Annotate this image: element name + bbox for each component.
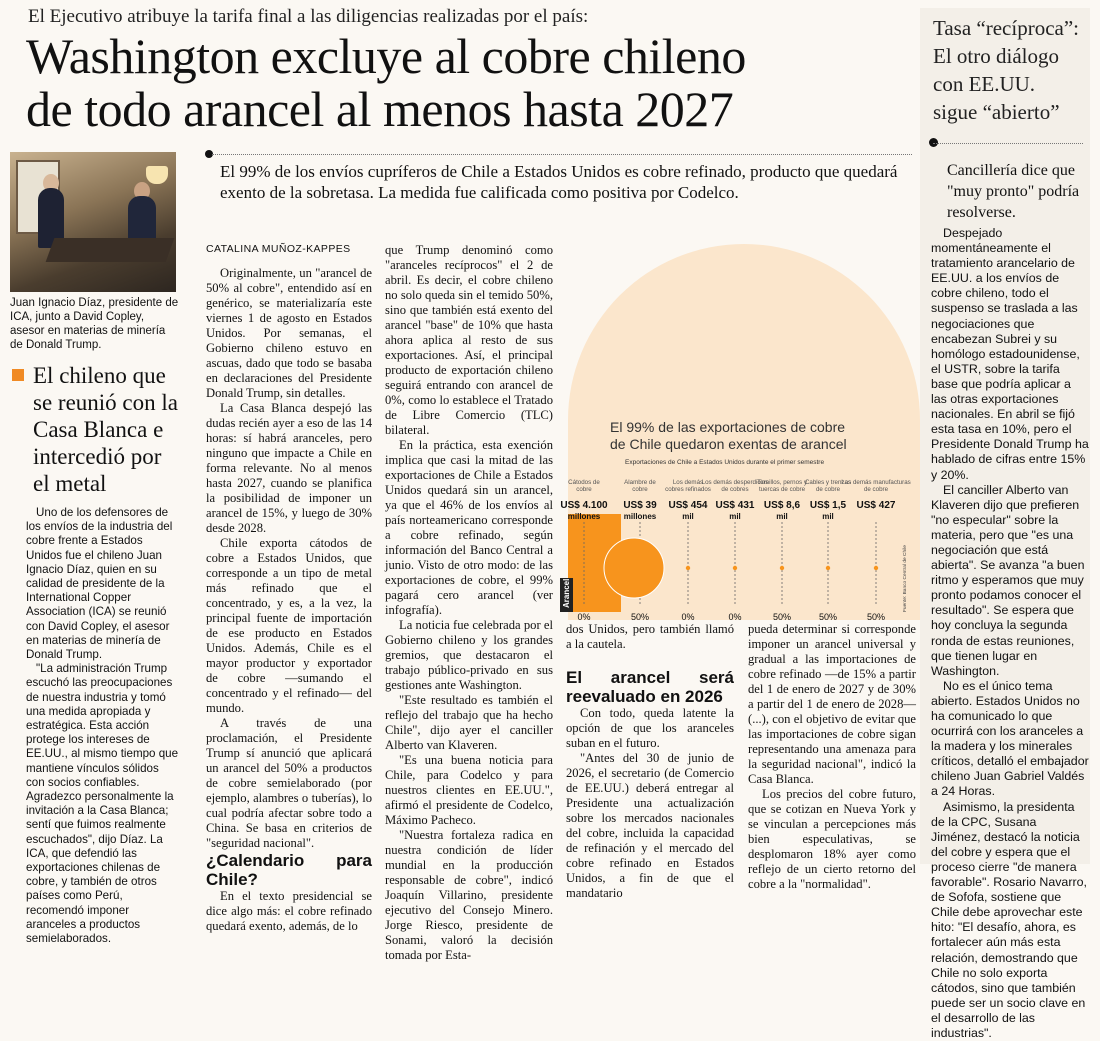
chart-data-unit: mil bbox=[776, 512, 788, 521]
chart-tick-label: 0% bbox=[728, 612, 742, 620]
box-title: El chileno que se reunió con la Casa Blanca e intercedió por el metal bbox=[33, 363, 178, 496]
chart-tick-label: 50% bbox=[818, 612, 838, 620]
photo-diaz-copley bbox=[10, 152, 176, 292]
box-paragraph: "La administración Trump escuchó las preocupaciones de nuestra industria y tomó una medida apropiada y estratégica. Esta acción protege los intereses de EE.UU., al mismo tiempo que mantiene vínculos sólidos con socios confiables. Agradezco personalmente la invitación a la Casa Blanca; sentí que fuimos realmente escuchados", dijo Díaz. La ICA, que defendió las exportaciones chilenas de cobre, y también de otros países como Perú, recomendó imponer aranceles a productos semielaborados. bbox=[26, 662, 179, 946]
paragraph: "Es una buena noticia para Chile, para Codelco y para nuestros clientes en EE.UU.", afirmó el presidente de Codelco, Máximo Pacheco. bbox=[385, 753, 553, 827]
paragraph: Con todo, queda latente la opción de que los aranceles suban en el futuro. bbox=[566, 706, 734, 750]
divider bbox=[212, 154, 912, 155]
paragraph: Despejado momentáneamente el tratamiento arancelario de EE.UU. a los envíos de cobre chileno, todo el suspenso se traslada a las negociaciones que encabezan Subrei y su homólogo estadounidense, el USTR, sobre la tarifa base que podría aplicar a las otras exportaciones nacionales. En abril se fijó esta tasa en 10%, pero el Presidente Donald Trump ha hablado de cifras entre 15% y 20%. bbox=[931, 226, 1089, 482]
box-paragraph: Uno de los defensores de los envíos de la industria del cobre frente a Estados Unidos fue el chileno Juan Ignacio Díaz, quien en su calidad de presidente de la International Copper Association (ICA) se reunió con David Copley, el asesor en materias de minería de Donald Trump. bbox=[26, 506, 173, 662]
headline-line-2: de todo arancel al menos hasta 2027 bbox=[26, 81, 734, 137]
chart-tick-label: 0% bbox=[681, 612, 695, 620]
chart-category-label: Las demás manufacturas de cobre bbox=[841, 479, 911, 493]
chart-tick-label: 0% bbox=[577, 612, 591, 620]
paragraph: Los precios del cobre futuro, que se cotizan en Nueva York y se vinculan a percepciones más bien especulativas, se desplomaron 18% ayer como reflejo de un cierto retorno del cobre a la "normalidad". bbox=[748, 787, 916, 891]
subhead: ¿Calendario para Chile? bbox=[206, 851, 372, 889]
paragraph: "Nuestra fortaleza radica en nuestra condición de líder mundial en la producción responsable de cobre", indicó Joaquín Villarino, presidente ejecutivo del Consejo Minero. Jorge Riesco, presidente de Sonami, valoró la decisión tomada por Esta- bbox=[385, 828, 553, 962]
chart-data-label: US$ 431 bbox=[715, 500, 755, 511]
chart-data-unit: mil bbox=[682, 512, 694, 521]
headline bbox=[26, 30, 906, 136]
article-column-3 bbox=[566, 622, 734, 901]
byline: CATALINA MUÑOZ-KAPPES bbox=[206, 243, 351, 255]
deck: El 99% de los envíos cupríferos de Chile a Estados Unidos es cobre refinado, producto que quedará exento de la sobretasa. La medida fue calificada como positiva por Codelco. bbox=[220, 162, 898, 202]
chart-category-label: Tornillos, pernos y tuercas de cobre bbox=[757, 479, 807, 493]
paragraph: "Antes del 30 de junio de 2026, el secretario (de Comercio de EE.UU.) deberá entregar al Presidente una actualización sobre los mercados nacionales del cobre, incluida la capacidad de refinación y el mercado del cobre refinado en Estados Unidos, a fin de que el mandatario bbox=[566, 751, 734, 900]
chart-data-label: US$ 39 bbox=[623, 500, 657, 511]
orange-square-icon bbox=[12, 369, 24, 381]
chart-source: Fuente: Banco Central de Chile bbox=[903, 545, 908, 612]
divider bbox=[933, 143, 1083, 144]
chart-data-unit: millones bbox=[623, 512, 657, 521]
sidebar-body bbox=[931, 226, 1089, 1041]
headline-line-1: Washington excluye al cobre chileno bbox=[26, 28, 746, 84]
paragraph: Asimismo, la presidenta de la CPC, Susana Jiménez, destacó la noticia del cobre y espera que el proceso cierre "de manera favorable". Rosario Navarro, de Sofofa, sostiene que Chile debe aprovechar este hito: "El desafío, ahora, es fortalecer aún más esta relación, demostrando que Chile no solo exporta cátodos, sino que también puede ser un socio clave en el desarrollo de las industrias". bbox=[931, 799, 1087, 1040]
kicker: El Ejecutivo atribuye la tarifa final a las diligencias realizadas por el país: bbox=[28, 6, 589, 27]
paragraph: En la práctica, esta exención implica que casi la mitad de las exportaciones de Chile a Estados Unidos quedará sin un arancel, ya que el 46% de los envíos al país norteamericano corresponde a cobre refinado, según información del Banco Central a junio. Visto de otro modo: de las exportaciones de cobre, el 99% pagará cero arancel (ver infografía). bbox=[385, 438, 553, 617]
chart-svg bbox=[560, 240, 920, 620]
chart-bubble bbox=[604, 538, 664, 598]
chart-subtitle: Exportaciones de Chile a Estados Unidos durante el primer semestre bbox=[625, 459, 825, 466]
chart-data-unit: mil bbox=[729, 512, 741, 521]
chart-category-label: Alambre de cobre bbox=[624, 479, 656, 493]
article-column-4 bbox=[748, 622, 916, 892]
sidebar-title-line: Tasa “recíproca”: bbox=[933, 16, 1080, 40]
photo-caption: Juan Ignacio Díaz, presidente de ICA, junto a David Copley, asesor en materias de minería de Donald Trump. bbox=[10, 297, 179, 351]
box-body bbox=[26, 506, 180, 946]
chart-tick-label: 50% bbox=[772, 612, 792, 620]
chart-data-unit: millones bbox=[567, 512, 601, 521]
chart-data-label: US$ 1,5 bbox=[809, 500, 847, 511]
sidebar-subtitle: Cancillería dice que "muy pronto" podría resolverse. bbox=[947, 162, 1080, 221]
chart-tick-label: 50% bbox=[630, 612, 650, 620]
paragraph: Originalmente, un "arancel de 50% al cobre", entendido así en genérico, se materializaría este viernes 1 de agosto en Estados Unidos. Por semanas, el Gobierno chileno estuvo en ascuas, dado que todo se basaba en declaraciones del Presidente Donald Trump, sin detalles. bbox=[206, 266, 372, 400]
chart-data-unit: mil bbox=[822, 512, 834, 521]
sidebar-title bbox=[933, 14, 1088, 126]
paragraph: La noticia fue celebrada por el Gobierno chileno y los grandes gremios, que destacaron el trabajo público-privado en sus gestiones ante Washington. bbox=[385, 618, 553, 692]
paragraph: A través de una proclamación, el Presidente Trump sí anunció que aplicará un arancel del 50% a productos de cobre semielaborado (por ejemplo, alambres o tuberías), lo cual podría afectar sobre todo a China. Se basa en criterios de "seguridad nacional". bbox=[206, 716, 372, 850]
sidebar-title-line: con EE.UU. bbox=[933, 72, 1036, 96]
infographic bbox=[560, 240, 920, 620]
chart-bubble bbox=[686, 566, 690, 570]
chart-bubble bbox=[733, 566, 737, 570]
chart-data-label: US$ 427 bbox=[856, 500, 896, 511]
chart-data-label: US$ 454 bbox=[668, 500, 708, 511]
chart-title: El 99% de las exportaciones de cobre bbox=[610, 419, 846, 435]
chart-category-label: Los demás desperdicios de cobres bbox=[701, 479, 769, 493]
chart-tick-label: 50% bbox=[866, 612, 886, 620]
paragraph: dos Unidos, pero también llamó a la cautela. bbox=[566, 622, 734, 651]
chart-category-label: Los demás cobres refinados bbox=[665, 479, 711, 493]
chart-data-label: US$ 4.100 bbox=[560, 500, 608, 511]
paragraph: El canciller Alberto van Klaveren dijo que prefieren "no especular" sobre la materia, pero que "es una negociación que está abierta". Se avanza "a buen ritmo y esperamos que muy pronto podamos conocer el resultado". Se espera que hoy concluya la segunda ronda de estas reuniones, que tienen lugar en Washington. bbox=[931, 482, 1085, 678]
chart-category-label: Cátodos de cobre bbox=[568, 479, 600, 493]
article-column-1 bbox=[206, 266, 372, 934]
article-column-2 bbox=[385, 243, 553, 963]
sidebar-title-line: El otro diálogo bbox=[933, 44, 1059, 68]
paragraph: que Trump denominó como "aranceles recíprocos" el 2 de abril. Es decir, el cobre chileno no solo queda sin el temido 50%, sino que también está exento del arancel "base" de 10% que hasta ahora aplica al resto de sus exportaciones. Así, el principal producto de exportación chileno seguirá entrando con arancel de 0%, como lo establece el Tratado de Libre Comercio (TLC) bilateral. bbox=[385, 243, 553, 437]
paragraph: Chile exporta cátodos de cobre a Estados Unidos, que corresponde a un tipo de metal más refinado que el concentrado, y es, a la vez, la principal fuente de importación de ese producto en Estados Unidos. Además, Chile es el mayor productor y exportador de cobre —sumando el concentrado y el refinado— del mundo. bbox=[206, 536, 372, 715]
paragraph: En el texto presidencial se dice algo más: el cobre refinado quedará exento, además, de lo bbox=[206, 889, 372, 933]
chart-category-label: Cables y trenzas de cobre bbox=[804, 479, 852, 493]
subhead: El arancel será reevaluado en 2026 bbox=[566, 668, 734, 706]
chart-axis-label: Arancel bbox=[562, 578, 571, 608]
paragraph: La Casa Blanca despejó las dudas recién ayer a eso de las 14 horas: sí habrá aranceles, pero ninguno que impacte a Chile en forma relevante. No al menos hasta 2027, cuando se planifica la posibilidad de imponer un arancel de 15%, y luego de 30% desde 2028. bbox=[206, 401, 372, 535]
chart-bubble bbox=[826, 566, 830, 570]
paragraph: pueda determinar si corresponde imponer un arancel universal y gradual a las importaciones de cobre refinado —de 15% a partir del 1 de enero de 2027 y de 30% a partir del 1 de enero de 2028— (...), con el objetivo de evitar que las importaciones de cobre sigan representando una amenaza para la seguridad nacional", indicó la Casa Blanca. bbox=[748, 622, 916, 786]
sidebar-title-line: sigue “abierto” bbox=[933, 100, 1060, 124]
chart-data-label: US$ 8,6 bbox=[763, 500, 801, 511]
chart-bubble bbox=[780, 566, 784, 570]
chart-bubble bbox=[874, 566, 878, 570]
chart-title: de Chile quedaron exentas de arancel bbox=[610, 436, 847, 452]
paragraph: No es el único tema abierto. Estados Unidos no ha comunicado lo que ocurrirá con los aranceles a la madera y los minerales críticos, detalló el embajador chileno Juan Gabriel Valdés a 24 Horas. bbox=[931, 678, 1089, 799]
paragraph: "Este resultado es también el reflejo del trabajo que ha hecho Chile", dijo ayer el canciller Alberto van Klaveren. bbox=[385, 693, 553, 752]
